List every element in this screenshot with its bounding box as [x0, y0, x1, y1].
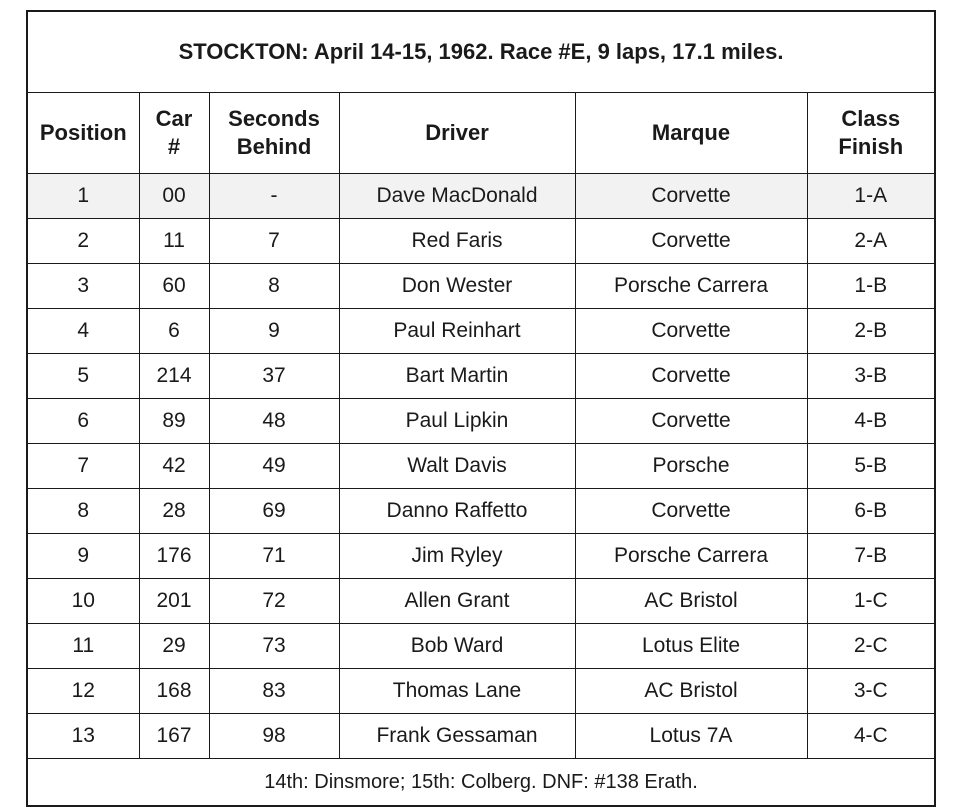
footer-note: 14th: Dinsmore; 15th: Colberg. DNF: #138 Erath. — [27, 759, 935, 807]
cell-car-number: 6 — [139, 309, 209, 354]
cell-class-finish: 6-B — [807, 489, 935, 534]
cell-driver: Bob Ward — [339, 624, 575, 669]
cell-position: 7 — [27, 444, 139, 489]
table-row — [27, 309, 935, 354]
cell-position: 12 — [27, 669, 139, 714]
cell-seconds-behind: 98 — [209, 714, 339, 759]
table-row — [27, 669, 935, 714]
header-seconds-behind — [209, 93, 339, 174]
cell-position: 9 — [27, 534, 139, 579]
cell-class-finish: 5-B — [807, 444, 935, 489]
results-body — [27, 174, 935, 759]
header-row — [27, 93, 935, 174]
cell-position: 13 — [27, 714, 139, 759]
table-row — [27, 354, 935, 399]
cell-class-finish: 1-B — [807, 264, 935, 309]
table-row — [27, 174, 935, 219]
cell-marque: Corvette — [575, 489, 807, 534]
table-row — [27, 219, 935, 264]
cell-marque: Lotus 7A — [575, 714, 807, 759]
header-class-line1: Class — [841, 106, 901, 131]
header-car-number — [139, 93, 209, 174]
cell-class-finish: 2-B — [807, 309, 935, 354]
cell-car-number: 42 — [139, 444, 209, 489]
cell-seconds-behind: 71 — [209, 534, 339, 579]
cell-seconds-behind: 9 — [209, 309, 339, 354]
cell-marque: Corvette — [575, 174, 807, 219]
cell-marque: Corvette — [575, 219, 807, 264]
cell-seconds-behind: 49 — [209, 444, 339, 489]
table-row — [27, 444, 935, 489]
race-results-table — [26, 10, 936, 807]
cell-seconds-behind: 37 — [209, 354, 339, 399]
cell-driver: Dave MacDonald — [339, 174, 575, 219]
cell-car-number: 11 — [139, 219, 209, 264]
cell-driver: Paul Reinhart — [339, 309, 575, 354]
cell-car-number: 214 — [139, 354, 209, 399]
cell-car-number: 60 — [139, 264, 209, 309]
cell-driver: Allen Grant — [339, 579, 575, 624]
cell-class-finish: 1-C — [807, 579, 935, 624]
cell-car-number: 29 — [139, 624, 209, 669]
cell-position: 10 — [27, 579, 139, 624]
footer-row — [27, 759, 935, 807]
cell-driver: Danno Raffetto — [339, 489, 575, 534]
cell-driver: Paul Lipkin — [339, 399, 575, 444]
cell-position: 5 — [27, 354, 139, 399]
cell-car-number: 89 — [139, 399, 209, 444]
cell-seconds-behind: - — [209, 174, 339, 219]
cell-driver: Bart Martin — [339, 354, 575, 399]
cell-seconds-behind: 73 — [209, 624, 339, 669]
table-row — [27, 489, 935, 534]
cell-driver: Frank Gessaman — [339, 714, 575, 759]
cell-seconds-behind: 69 — [209, 489, 339, 534]
header-seconds-line2: Behind — [236, 134, 312, 159]
cell-marque: AC Bristol — [575, 579, 807, 624]
cell-position: 6 — [27, 399, 139, 444]
header-driver: Driver — [339, 93, 575, 174]
table-row — [27, 399, 935, 444]
cell-class-finish: 4-B — [807, 399, 935, 444]
cell-marque: AC Bristol — [575, 669, 807, 714]
cell-position: 8 — [27, 489, 139, 534]
cell-driver: Jim Ryley — [339, 534, 575, 579]
table-row — [27, 579, 935, 624]
header-marque: Marque — [575, 93, 807, 174]
race-title: STOCKTON: April 14-15, 1962. Race #E, 9 laps, 17.1 miles. — [27, 11, 935, 93]
cell-driver: Walt Davis — [339, 444, 575, 489]
cell-class-finish: 3-B — [807, 354, 935, 399]
cell-marque: Lotus Elite — [575, 624, 807, 669]
cell-marque: Porsche Carrera — [575, 534, 807, 579]
cell-driver: Don Wester — [339, 264, 575, 309]
cell-marque: Porsche — [575, 444, 807, 489]
cell-seconds-behind: 7 — [209, 219, 339, 264]
header-class-line2: Finish — [838, 134, 904, 159]
cell-car-number: 167 — [139, 714, 209, 759]
cell-class-finish: 2-A — [807, 219, 935, 264]
cell-marque: Corvette — [575, 399, 807, 444]
title-row — [27, 11, 935, 93]
cell-position: 4 — [27, 309, 139, 354]
header-seconds-line1: Seconds — [228, 106, 320, 131]
cell-position: 2 — [27, 219, 139, 264]
cell-seconds-behind: 8 — [209, 264, 339, 309]
cell-seconds-behind: 48 — [209, 399, 339, 444]
table-row — [27, 264, 935, 309]
cell-car-number: 176 — [139, 534, 209, 579]
header-position: Position — [27, 93, 139, 174]
table-row — [27, 714, 935, 759]
cell-car-number: 28 — [139, 489, 209, 534]
header-car-line2: # — [167, 134, 181, 159]
cell-position: 11 — [27, 624, 139, 669]
table-row — [27, 534, 935, 579]
cell-marque: Corvette — [575, 354, 807, 399]
cell-seconds-behind: 83 — [209, 669, 339, 714]
cell-class-finish: 1-A — [807, 174, 935, 219]
cell-marque: Corvette — [575, 309, 807, 354]
cell-car-number: 168 — [139, 669, 209, 714]
table-row — [27, 624, 935, 669]
cell-seconds-behind: 72 — [209, 579, 339, 624]
cell-position: 3 — [27, 264, 139, 309]
cell-car-number: 00 — [139, 174, 209, 219]
cell-driver: Red Faris — [339, 219, 575, 264]
header-class-finish — [807, 93, 935, 174]
cell-class-finish: 4-C — [807, 714, 935, 759]
cell-marque: Porsche Carrera — [575, 264, 807, 309]
header-car-line1: Car — [155, 106, 193, 131]
cell-position: 1 — [27, 174, 139, 219]
cell-class-finish: 7-B — [807, 534, 935, 579]
cell-car-number: 201 — [139, 579, 209, 624]
cell-class-finish: 2-C — [807, 624, 935, 669]
cell-driver: Thomas Lane — [339, 669, 575, 714]
cell-class-finish: 3-C — [807, 669, 935, 714]
